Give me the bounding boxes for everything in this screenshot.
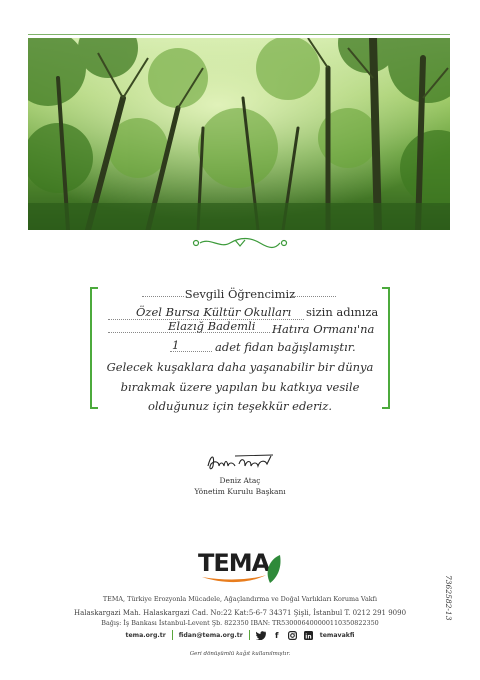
top-divider [28,34,450,35]
signer-name: Deniz Ataç [219,476,261,485]
signature-scribble [205,450,275,474]
instagram-icon[interactable] [288,630,298,640]
serial-number: 7362582-13 [444,575,453,621]
recycled-note: Geri dönüşümlü kağıt kullanılmıştır. [189,651,291,657]
email-link[interactable]: fidan@tema.org.tr [178,631,243,639]
ornament-divider [190,237,290,249]
facebook-icon[interactable]: f [275,630,279,640]
bank-info: Bağış: İş Bankası İstanbul-Levent Şb. 822350 IBAN: TR530006400000110350822350 [101,619,379,627]
foundation-name: TEMA, Türkiye Erozyonla Mücadele, Ağaçlandırma ve Doğal Varlıkları Koruma Vakfı [102,595,378,603]
address: Halaskargazi Mah. Halaskargazi Cad. No:22 Kat:5-6-7 34371 Şişli, İstanbul T. 0212 291 9090 [73,609,407,617]
svg-text:in: in [305,632,312,640]
forest-photo [28,38,450,230]
forest-name: Elazığ Bademli [168,319,256,333]
on-behalf-text: sizin adınıza [306,305,379,319]
body-line-1: Gelecek kuşaklara daha yaşanabilir bir dünya [106,360,374,374]
greeting: Sevgili Öğrencimiz [184,287,296,301]
signer-title: Yönetim Kurulu Başkanı [194,487,286,496]
linkedin-icon[interactable] [304,630,314,640]
body-line-2: bırakmak üzere yapılan bu katkıya vesile [120,380,360,394]
contact-bar [0,630,480,640]
tema-logo [196,547,284,587]
svg-text:TEMA: TEMA [198,549,270,577]
social-handle[interactable]: temavakfi [319,631,355,639]
school-name: Özel Bursa Kültür Okulları [136,305,292,319]
website-link[interactable]: tema.org.tr [125,631,166,639]
sapling-count: 1 [172,338,180,352]
forest-suffix: Hatıra Ormanı'na [272,322,375,336]
body-line-3: olduğunuz için teşekkür ederiz. [147,399,333,413]
donated-text: adet fidan bağışlamıştır. [215,340,356,354]
twitter-icon[interactable] [256,630,266,640]
